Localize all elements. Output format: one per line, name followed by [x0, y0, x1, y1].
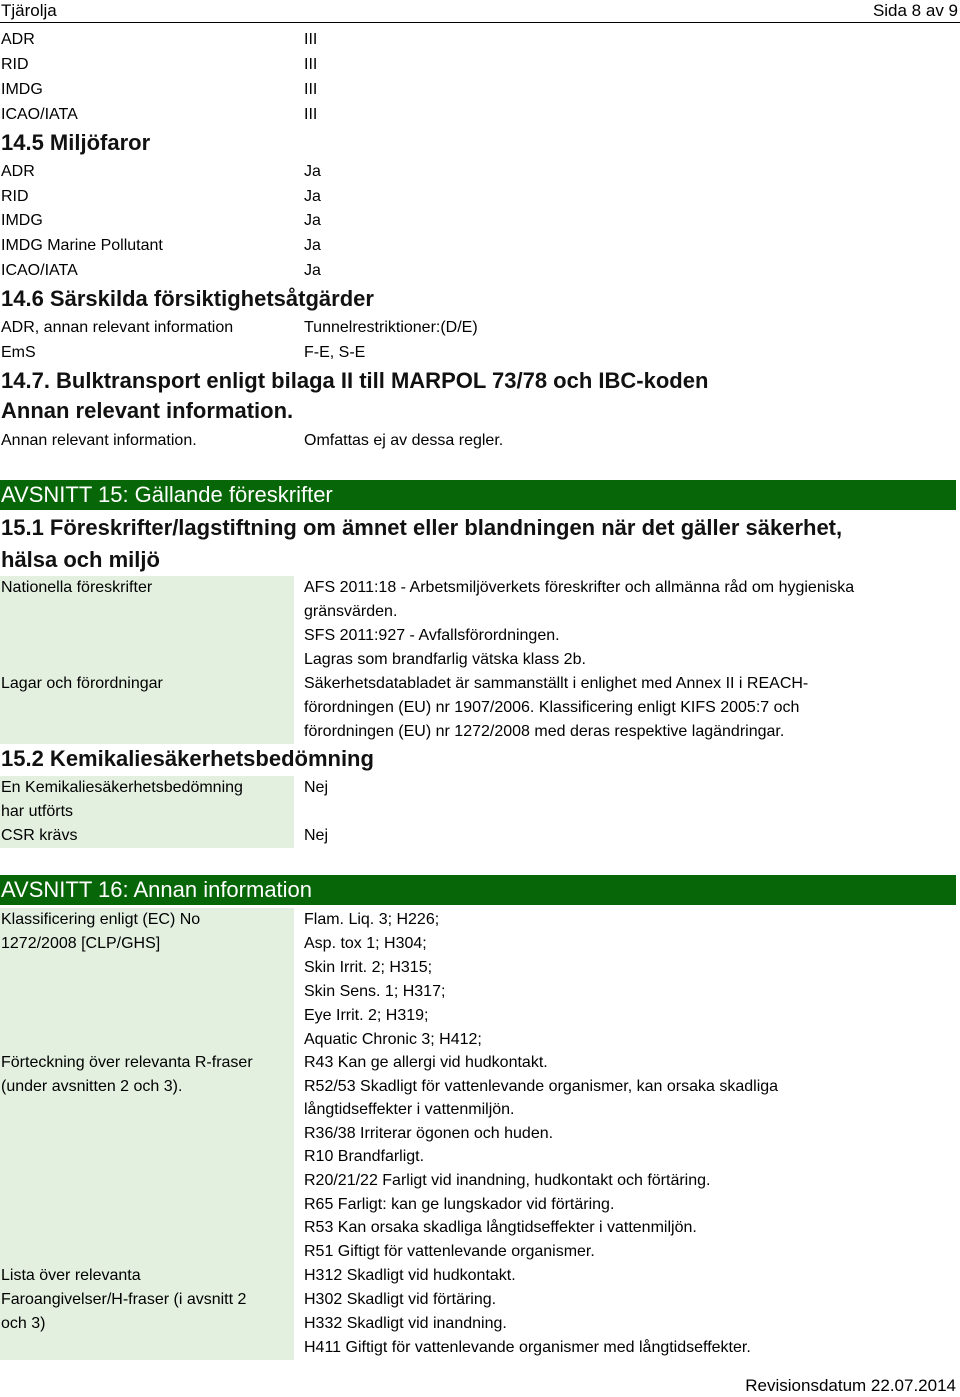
row-label: Nationella föreskrifter	[0, 576, 294, 672]
row-value: Ja	[304, 262, 321, 279]
row-value	[304, 908, 954, 1052]
value-line: Skin Irrit. 2; H315;	[304, 959, 433, 976]
value-line: R65 Farligt: kan ge lungskador vid förtäring.	[304, 1195, 615, 1213]
label-line: (under avsnitten 2 och 3).	[1, 1078, 183, 1095]
row-value: Ja	[304, 163, 321, 180]
row-value	[304, 1051, 954, 1263]
table-row-r-phrases	[0, 1051, 960, 1264]
table-row	[0, 53, 960, 77]
table-row	[0, 316, 960, 340]
table-row-national	[0, 576, 960, 672]
heading-14-7: 14.7. Bulktransport enligt bilaga II till MARPOL 73/78 och IBC-koden	[1, 368, 709, 393]
value-line: R52/53 Skadligt för vattenlevande organismer, kan orsaka skadliga	[304, 1077, 779, 1095]
value-line: H302 Skadligt vid förtäring.	[304, 1291, 497, 1308]
row-label: RID	[1, 188, 29, 205]
table-row	[0, 209, 960, 233]
heading-15-1-line2: hälsa och miljö	[1, 547, 160, 572]
label-line: har utförts	[1, 803, 74, 820]
row-label: IMDG Marine Pollutant	[1, 237, 163, 254]
table-row	[0, 160, 960, 184]
row-label: ICAO/IATA	[1, 106, 78, 123]
row-value: Omfattas ej av dessa regler.	[304, 432, 504, 449]
value-line: R53 Kan orsaka skadliga långtidseffekter i vattenmiljön.	[304, 1219, 697, 1237]
row-value: III	[304, 56, 318, 73]
row-label: CSR krävs	[0, 824, 294, 848]
value-line: H312 Skadligt vid hudkontakt.	[304, 1267, 516, 1284]
row-label: ADR	[1, 31, 35, 48]
value-line: R36/38 Irriterar ögonen och huden.	[304, 1124, 554, 1142]
table-row	[0, 234, 960, 258]
table-row	[0, 341, 960, 365]
row-label	[0, 1051, 294, 1264]
row-label	[0, 908, 294, 1051]
row-label: IMDG	[1, 81, 43, 98]
row-value: Ja	[304, 188, 321, 205]
value-line: gränsvärden.	[304, 603, 398, 620]
row-label: EmS	[1, 344, 36, 361]
heading-15-1-line1: 15.1 Föreskrifter/lagstiftning om ämnet eller blandningen när det gäller säkerhet,	[1, 515, 843, 540]
label-line: Klassificering enligt (EC) No	[1, 911, 201, 928]
row-value: Tunnelrestriktioner:(D/E)	[304, 319, 478, 336]
table-row-laws	[0, 672, 960, 744]
page-number: Sida 8 av 9	[872, 1, 958, 20]
label-line: Lista över relevanta	[1, 1267, 141, 1284]
row-value	[304, 576, 954, 672]
row-value	[304, 672, 954, 744]
row-label	[0, 776, 294, 824]
table-row	[0, 185, 960, 209]
value-line: förordningen (EU) nr 1907/2006. Klassificering enligt KIFS 2005:7 och	[304, 699, 800, 716]
row-label: ICAO/IATA	[1, 262, 78, 279]
value-line: H332 Skadligt vid inandning.	[304, 1315, 507, 1332]
value-line: Aquatic Chronic 3; H412;	[304, 1031, 482, 1048]
value-line: Skin Sens. 1; H317;	[304, 983, 446, 1000]
row-label: ADR	[1, 163, 35, 180]
table-row	[0, 259, 960, 283]
table-row	[0, 429, 960, 453]
row-label: RID	[1, 56, 29, 73]
row-value: III	[304, 31, 318, 48]
value-line: Säkerhetsdatabladet är sammanställt i enlighet med Annex II i REACH-	[304, 675, 809, 692]
row-label: IMDG	[1, 212, 43, 229]
section-16-bar: AVSNITT 16: Annan information	[0, 875, 956, 905]
row-label: Annan relevant information.	[1, 432, 197, 449]
label-line: En Kemikaliesäkerhetsbedömning	[1, 779, 243, 796]
row-label: Lagar och förordningar	[0, 672, 294, 744]
row-value: III	[304, 106, 318, 123]
heading-15-2: 15.2 Kemikaliesäkerhetsbedömning	[1, 746, 374, 771]
section-15-bar: AVSNITT 15: Gällande föreskrifter	[0, 480, 956, 510]
label-line: Förteckning över relevanta R-fraser	[1, 1054, 253, 1071]
value-line: Lagras som brandfarlig vätska klass 2b.	[304, 651, 586, 668]
value-line: AFS 2011:18 - Arbetsmiljöverkets föreskrifter och allmänna råd om hygieniska	[304, 579, 855, 596]
row-value: Nej	[304, 779, 329, 796]
value-line: H411 Giftigt för vattenlevande organismer med långtidseffekter.	[304, 1339, 751, 1356]
table-row-csr	[0, 824, 960, 848]
subheading-14-7: Annan relevant information.	[1, 398, 294, 423]
value-line: Eye Irrit. 2; H319;	[304, 1007, 429, 1024]
value-line: Flam. Liq. 3; H226;	[304, 911, 440, 928]
revision-date: Revisionsdatum 22.07.2014	[745, 1376, 956, 1395]
table-row	[0, 28, 960, 52]
row-value: Ja	[304, 237, 321, 254]
header-rule	[0, 22, 960, 23]
label-line: och 3)	[1, 1315, 46, 1332]
row-value: III	[304, 81, 318, 98]
row-label	[0, 1264, 294, 1360]
value-line: SFS 2011:927 - Avfallsförordningen.	[304, 627, 560, 644]
value-line: förordningen (EU) nr 1272/2008 med deras respektive lagändringar.	[304, 723, 785, 740]
value-line: R20/21/22 Farligt vid inandning, hudkontakt och förtäring.	[304, 1171, 711, 1189]
value-line: R43 Kan ge allergi vid hudkontakt.	[304, 1054, 548, 1071]
page-header	[0, 0, 960, 24]
table-row	[0, 103, 960, 127]
value-line: Asp. tox 1; H304;	[304, 935, 427, 952]
row-value: Nej	[304, 827, 329, 844]
heading-14-5: 14.5 Miljöfaror	[1, 130, 151, 155]
table-row	[0, 78, 960, 102]
table-row-csa	[0, 776, 960, 824]
row-value: F-E, S-E	[304, 344, 366, 361]
row-label: ADR, annan relevant information	[1, 319, 234, 336]
table-row-classification	[0, 908, 960, 1051]
value-line: långtidseffekter i vattenmiljön.	[304, 1101, 515, 1119]
value-line: R10 Brandfarligt.	[304, 1148, 425, 1166]
heading-14-6: 14.6 Särskilda försiktighetsåtgärder	[1, 286, 374, 311]
row-value: Ja	[304, 212, 321, 229]
row-value	[304, 1264, 954, 1360]
label-line: 1272/2008 [CLP/GHS]	[1, 935, 161, 952]
company-name: Tjärolja	[1, 1, 57, 20]
table-row-h-phrases	[0, 1264, 960, 1360]
value-line: R51 Giftigt för vattenlevande organismer.	[304, 1242, 595, 1260]
label-line: Faroangivelser/H-fraser (i avsnitt 2	[1, 1291, 247, 1308]
